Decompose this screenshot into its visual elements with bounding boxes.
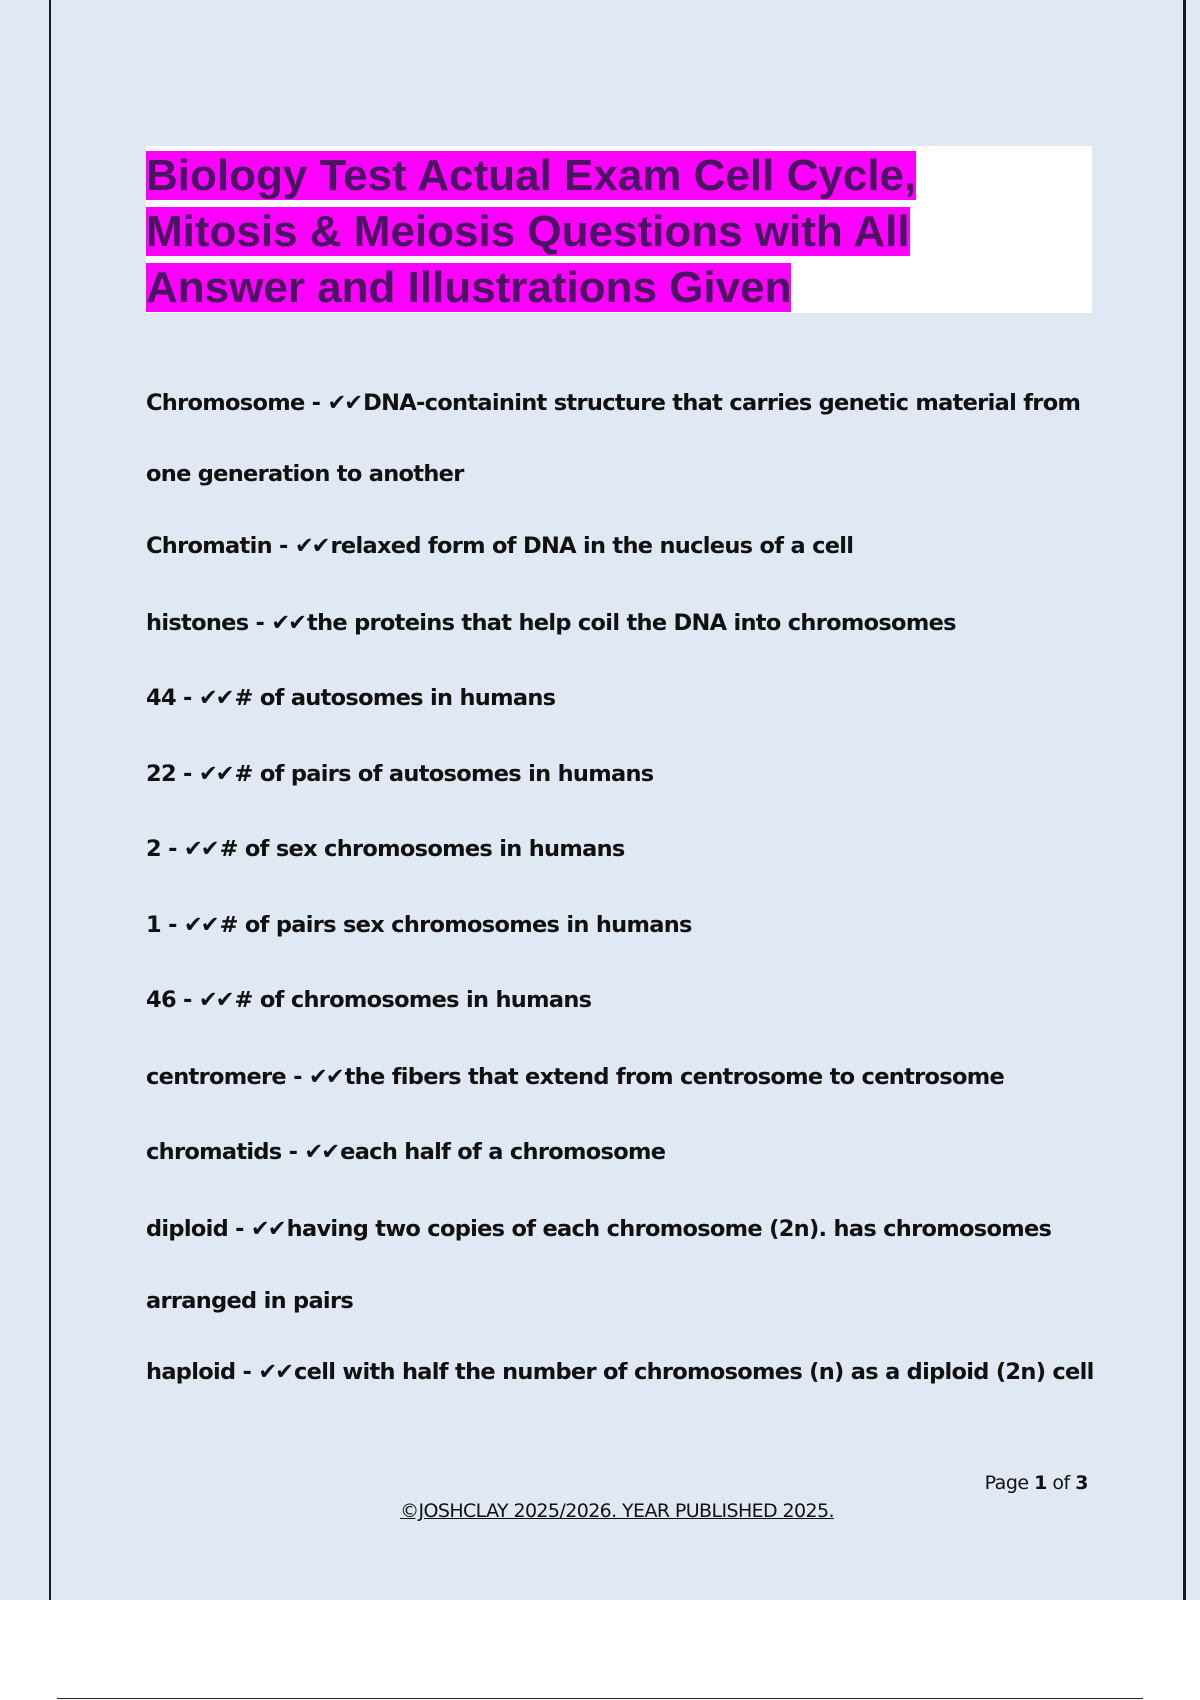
entry-definition: arranged in pairs (146, 1288, 354, 1314)
entry-centromere (146, 1061, 1004, 1093)
entry-term: 1 - (146, 912, 184, 938)
check-icon: ✔✔ (308, 1064, 343, 1090)
entry-term: haploid - (146, 1359, 259, 1385)
entry-1 (146, 909, 692, 941)
entry-histones (146, 607, 956, 639)
check-icon: ✔✔ (183, 912, 218, 938)
entry-definition: one generation to another (146, 461, 464, 487)
entry-term: Chromosome - (146, 390, 328, 416)
check-icon: ✔✔ (327, 390, 362, 416)
document-title (146, 148, 1006, 316)
entry-definition: the proteins that help coil the DNA into chromosomes (307, 610, 956, 636)
entry-term: centromere - (146, 1064, 309, 1090)
check-icon: ✔✔ (183, 836, 218, 862)
entry-definition: # of pairs of autosomes in humans (234, 761, 654, 787)
check-icon: ✔✔ (198, 685, 233, 711)
title-highlight: Biology Test Actual Exam Cell Cycle, Mitosis & Meiosis Questions with All Answer and Illustrations Given (146, 151, 917, 312)
entry-term: chromatids - (146, 1139, 305, 1165)
entry-term: 44 - (146, 685, 199, 711)
check-icon: ✔✔ (250, 1216, 285, 1242)
entry-22 (146, 758, 653, 790)
entry-definition: # of sex chromosomes in humans (219, 836, 625, 862)
entry-44 (146, 682, 555, 714)
entry-chromatids (146, 1136, 665, 1168)
entry-definition: # of chromosomes in humans (234, 987, 592, 1013)
entry-term: 46 - (146, 987, 199, 1013)
entry-term: Chromatin - (146, 533, 295, 559)
entry-definition: the fibers that extend from centrosome to centrosome (344, 1064, 1005, 1090)
entry-2 (146, 833, 625, 865)
entry-definition: relaxed form of DNA in the nucleus of a cell (330, 533, 854, 559)
entry-term: 22 - (146, 761, 199, 787)
entry-definition: # of pairs sex chromosomes in humans (219, 912, 692, 938)
entry-definition: having two copies of each chromosome (2n). has chromosomes (286, 1216, 1052, 1242)
entry-chromosome-continued (146, 458, 464, 490)
check-icon: ✔✔ (198, 987, 233, 1013)
entry-chromatin (146, 530, 853, 562)
check-icon: ✔✔ (198, 761, 233, 787)
check-icon: ✔✔ (258, 1359, 293, 1385)
check-icon: ✔✔ (304, 1139, 339, 1165)
entry-term: 2 - (146, 836, 184, 862)
entry-definition: each half of a chromosome (340, 1139, 666, 1165)
entry-term: histones - (146, 610, 272, 636)
entry-definition: DNA-containint structure that carries genetic material from (363, 390, 1081, 416)
entry-diploid (146, 1213, 1051, 1245)
entry-46 (146, 984, 591, 1016)
check-icon: ✔✔ (271, 610, 306, 636)
entry-definition: # of autosomes in humans (234, 685, 556, 711)
check-icon: ✔✔ (294, 533, 329, 559)
page-right-border (1183, 0, 1186, 1600)
page-number: Page 1 of 3 (984, 1472, 1088, 1494)
entry-diploid-continued (146, 1285, 353, 1317)
entry-haploid (146, 1356, 1094, 1388)
copyright-footer: ©JOSHCLAY 2025/2026. YEAR PUBLISHED 2025. (400, 1500, 834, 1522)
bottom-rule (57, 1698, 1143, 1699)
page-total: 3 (1075, 1472, 1088, 1494)
entry-term: diploid - (146, 1216, 251, 1242)
page-current: 1 (1034, 1472, 1047, 1494)
entry-definition: cell with half the number of chromosomes (n) as a diploid (2n) cell (294, 1359, 1094, 1385)
page-left-border (49, 0, 51, 1600)
entry-chromosome (146, 387, 1080, 419)
